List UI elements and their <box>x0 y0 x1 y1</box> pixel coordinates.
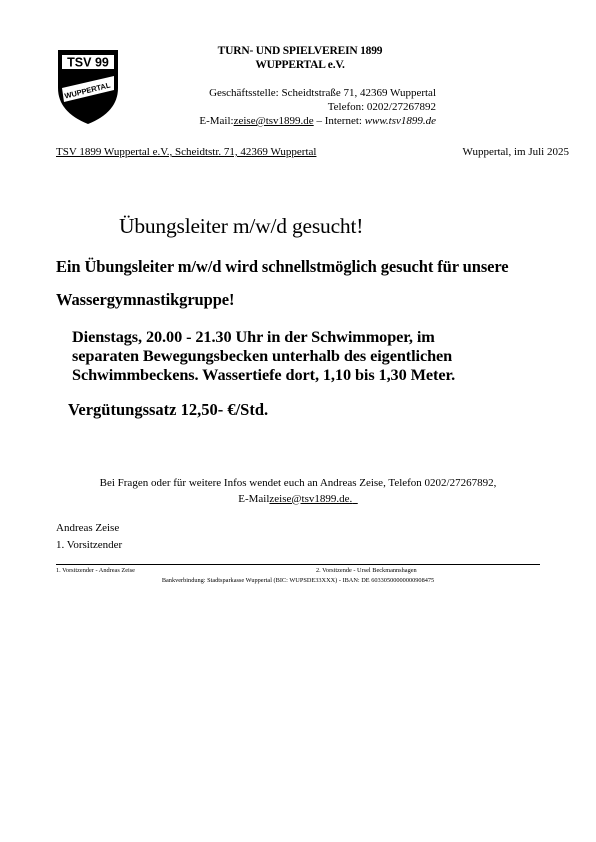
contact-note <box>56 476 540 507</box>
club-name-line1: TURN- UND SPIELVEREIN 1899 <box>217 45 383 57</box>
page-title: Übungsleiter m/w/d gesucht! <box>119 214 364 238</box>
footer-divider <box>56 564 540 565</box>
schedule-line-2: separaten Bewegungsbecken unterhalb des eigentlichen <box>72 346 453 365</box>
phone-number: Telefon: 0202/27267892 <box>327 101 436 113</box>
contact-note-line-2 <box>56 492 540 508</box>
club-name-line2: WUPPERTAL e.V. <box>255 59 345 71</box>
footer-chair-1: 1. Vorsitzender - Andreas Zeise <box>56 567 135 574</box>
contact-email-label: E-Mail <box>238 492 270 505</box>
contact-email-link[interactable]: zeise@tsv1899.de. <box>269 492 353 505</box>
sender-address-line: TSV 1899 Wuppertal e.V., Scheidtstr. 71, 42369 Wuppertal <box>56 146 317 158</box>
contact-note-line-1: Bei Fragen oder für weitere Infos wendet euch an Andreas Zeise, Telefon 0202/27267892, <box>99 477 497 489</box>
schedule-paragraph <box>72 327 572 384</box>
letter-date: Wuppertal, im Juli 2025 <box>462 146 569 158</box>
signature-block <box>56 520 122 553</box>
email-label: E-Mail: <box>199 115 234 127</box>
intro-line-1: Ein Übungsleiter m/w/d wird schnellstmöglich gesucht für unsere <box>56 257 509 276</box>
club-name <box>140 44 460 72</box>
schedule-line-1: Dienstags, 20.00 - 21.30 Uhr in der Schwimmoper, im <box>72 327 435 346</box>
club-logo <box>56 48 120 126</box>
intro-line-2: Wassergymnastikgruppe! <box>56 290 235 309</box>
schedule-line-3: Schwimmbeckens. Wassertiefe dort, 1,10 bis 1,30 Meter. <box>72 365 456 384</box>
email-web-line <box>140 114 436 128</box>
contact-block <box>140 86 436 128</box>
intro-paragraph <box>56 250 576 316</box>
website-link[interactable]: www.tsv1899.de <box>364 115 436 127</box>
signer-role: 1. Vorsitzender <box>56 538 123 551</box>
signer-name: Andreas Zeise <box>56 522 120 534</box>
internet-label: – Internet: <box>313 115 365 127</box>
footer-chair-2: 2. Vorsitzende - Ursel Beckmannshagen <box>316 567 417 574</box>
logo-text-top: TSV 99 <box>67 55 109 70</box>
payment-rate: Vergütungssatz 12,50- €/Std. <box>68 400 269 419</box>
footer-bank-details: Bankverbindung: Stadtsparkasse Wuppertal (BIC: WUPSDE33XXX) - IBAN: DE 60330500000000908475 <box>161 577 435 584</box>
logo-text-bottom: WUPPERTAL <box>63 80 112 101</box>
email-link[interactable]: zeise@tsv1899.de <box>233 115 314 127</box>
office-address: Geschäftsstelle: Scheidtstraße 71, 42369 Wuppertal <box>209 87 436 99</box>
